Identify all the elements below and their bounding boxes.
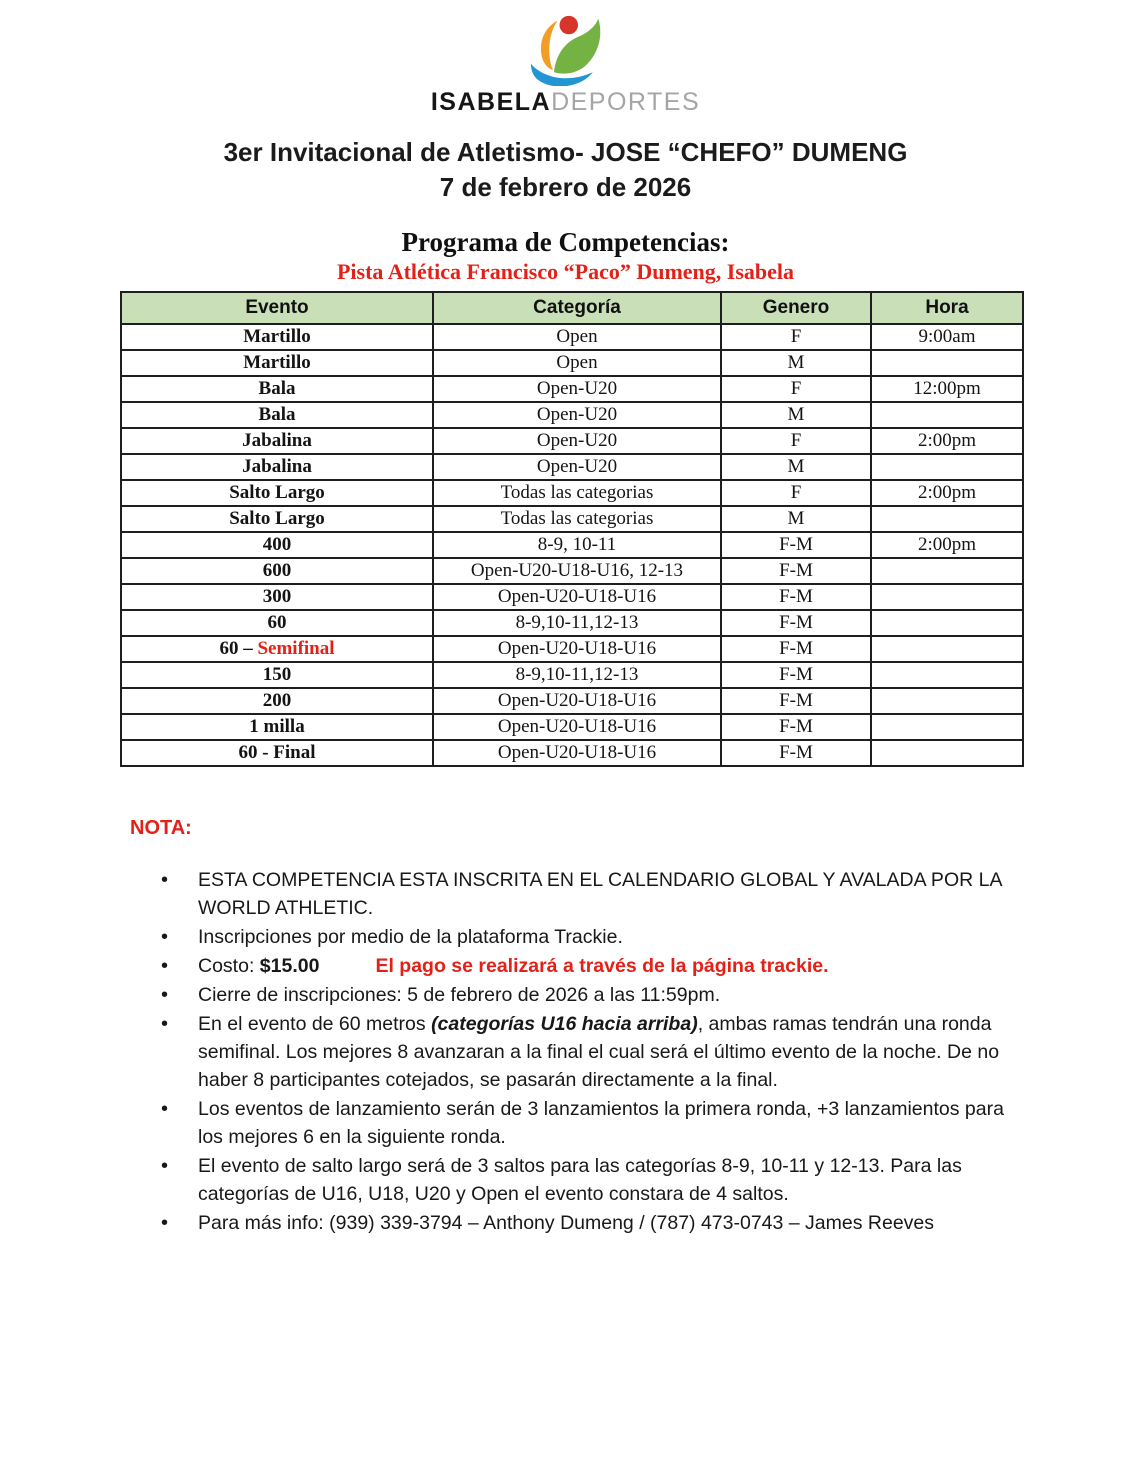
- bullet-icon: •: [161, 1013, 169, 1035]
- categoria-cell: Open: [433, 324, 721, 350]
- hora-cell: [871, 610, 1023, 636]
- categoria-cell: Open-U20: [433, 376, 721, 402]
- note-item: [158, 1095, 1016, 1151]
- genero-cell: F-M: [721, 532, 871, 558]
- evento-cell: 60 - Final: [121, 740, 433, 766]
- table-header-row: [121, 292, 1023, 324]
- note-item: [158, 981, 1016, 1009]
- genero-cell: F-M: [721, 662, 871, 688]
- event-title: [0, 135, 1131, 205]
- table-row: [121, 714, 1023, 740]
- categoria-cell: Todas las categorias: [433, 506, 721, 532]
- genero-cell: M: [721, 350, 871, 376]
- table-row: [121, 532, 1023, 558]
- evento-cell: Salto Largo: [121, 480, 433, 506]
- note-text: ESTA COMPETENCIA ESTA INSCRITA EN EL CALENDARIO GLOBAL Y AVALADA POR LA WORLD ATHLETIC.: [198, 869, 1002, 919]
- hora-cell: 12:00pm: [871, 376, 1023, 402]
- hora-cell: 2:00pm: [871, 532, 1023, 558]
- note-item: [158, 1010, 1016, 1094]
- hora-cell: [871, 662, 1023, 688]
- bullet-icon: •: [161, 1155, 169, 1177]
- categoria-cell: Open-U20-U18-U16: [433, 714, 721, 740]
- hora-cell: [871, 740, 1023, 766]
- evento-cell: 200: [121, 688, 433, 714]
- categoria-cell: Open-U20-U18-U16: [433, 636, 721, 662]
- evento-cell: Jabalina: [121, 428, 433, 454]
- hora-cell: 9:00am: [871, 324, 1023, 350]
- genero-cell: M: [721, 402, 871, 428]
- note-text: Inscripciones por medio de la plataforma Trackie.: [198, 926, 623, 948]
- hora-cell: [871, 350, 1023, 376]
- categoria-cell: Open-U20-U18-U16, 12-13: [433, 558, 721, 584]
- col-header-evento: Evento: [121, 292, 433, 324]
- bullet-icon: •: [161, 984, 169, 1006]
- hora-cell: [871, 454, 1023, 480]
- nota-label: NOTA:: [130, 817, 192, 839]
- table-row: [121, 610, 1023, 636]
- note-text: Cierre de inscripciones: 5 de febrero de 2026 a las 11:59pm.: [198, 984, 721, 1006]
- note-text: El evento de salto largo será de 3 saltos para las categorías 8-9, 10-11 y 12-13. Para las categorías de U16, U18, U20 y Open el evento constara de 4 saltos.: [198, 1155, 962, 1205]
- evento-cell: 60 – Semifinal: [121, 636, 433, 662]
- categoria-cell: 8-9,10-11,12-13: [433, 662, 721, 688]
- note-text: Los eventos de lanzamiento serán de 3 lanzamientos la primera ronda, +3 lanzamientos para los mejores 6 en la siguiente ronda.: [198, 1098, 1004, 1148]
- col-header-categoria: Categoría: [433, 292, 721, 324]
- table-row: [121, 506, 1023, 532]
- note-segment-rb: El pago se realizará a través de la página trackie.: [375, 955, 829, 977]
- table-row: [121, 480, 1023, 506]
- note-text: En el evento de 60 metros (categorías U16 hacia arriba), ambas ramas tendrán una ronda semifinal. Los mejores 8 avanzaran a la final el cual será el último evento de la noche. De no haber 8 participantes cotejados, se pasarán directamente a la final.: [198, 1013, 1000, 1091]
- hora-cell: 2:00pm: [871, 480, 1023, 506]
- categoria-cell: Todas las categorias: [433, 480, 721, 506]
- note-text: Para más info: (939) 339-3794 – Anthony Dumeng / (787) 473-0743 – James Reeves: [198, 1212, 935, 1234]
- genero-cell: F-M: [721, 610, 871, 636]
- logo: [0, 0, 1131, 117]
- genero-cell: F: [721, 428, 871, 454]
- bullet-icon: •: [161, 1098, 169, 1120]
- hora-cell: [871, 558, 1023, 584]
- logo-head-dot: [559, 16, 577, 34]
- note-item: [158, 1209, 1016, 1237]
- genero-cell: F-M: [721, 636, 871, 662]
- evento-cell: Bala: [121, 376, 433, 402]
- table-row: [121, 428, 1023, 454]
- table-row: [121, 740, 1023, 766]
- col-header-genero: Genero: [721, 292, 871, 324]
- genero-cell: F-M: [721, 740, 871, 766]
- evento-cell: 600: [121, 558, 433, 584]
- table-row: [121, 402, 1023, 428]
- hora-cell: [871, 636, 1023, 662]
- schedule-table-body: [121, 324, 1023, 766]
- note-item: [158, 952, 1016, 980]
- logo-orange-arc: [540, 20, 557, 70]
- hora-cell: [871, 714, 1023, 740]
- evento-cell: Martillo: [121, 350, 433, 376]
- table-row: [121, 350, 1023, 376]
- genero-cell: F: [721, 376, 871, 402]
- categoria-cell: Open-U20: [433, 428, 721, 454]
- table-row: [121, 558, 1023, 584]
- isabela-deportes-logo-icon: [518, 14, 614, 86]
- bullet-icon: •: [161, 1212, 169, 1234]
- categoria-cell: Open-U20: [433, 454, 721, 480]
- table-row: [121, 636, 1023, 662]
- evento-cell: Salto Largo: [121, 506, 433, 532]
- note-segment-bi: (categorías U16 hacia arriba): [431, 1013, 698, 1035]
- hora-cell: [871, 584, 1023, 610]
- genero-cell: F-M: [721, 688, 871, 714]
- evento-cell: Bala: [121, 402, 433, 428]
- genero-cell: M: [721, 506, 871, 532]
- genero-cell: F: [721, 324, 871, 350]
- evento-cell: 60: [121, 610, 433, 636]
- event-title-line1: 3er Invitacional de Atletismo- JOSE “CHEFO” DUMENG: [223, 137, 908, 167]
- program-title: Programa de Competencias:: [401, 227, 730, 257]
- evento-cell: Jabalina: [121, 454, 433, 480]
- note-item: [158, 1152, 1016, 1208]
- genero-cell: M: [721, 454, 871, 480]
- evento-cell: Martillo: [121, 324, 433, 350]
- evento-cell: 1 milla: [121, 714, 433, 740]
- categoria-cell: Open-U20: [433, 402, 721, 428]
- logo-brand-light: DEPORTES: [551, 88, 701, 116]
- schedule-table: [120, 291, 1024, 767]
- table-row: [121, 324, 1023, 350]
- categoria-cell: 8-9,10-11,12-13: [433, 610, 721, 636]
- genero-cell: F: [721, 480, 871, 506]
- categoria-cell: Open-U20-U18-U16: [433, 584, 721, 610]
- table-row: [121, 376, 1023, 402]
- col-header-hora: Hora: [871, 292, 1023, 324]
- note-item: [158, 866, 1016, 922]
- categoria-cell: Open: [433, 350, 721, 376]
- venue-line: Pista Atlética Francisco “Paco” Dumeng, Isabela: [336, 259, 795, 284]
- bullet-icon: •: [161, 955, 169, 977]
- logo-brand-bold: ISABELA: [430, 88, 552, 116]
- categoria-cell: 8-9, 10-11: [433, 532, 721, 558]
- logo-wordmark: [0, 88, 1131, 117]
- event-date: 7 de febrero de 2026: [439, 172, 692, 202]
- table-row: [121, 662, 1023, 688]
- notes-list: [158, 866, 1016, 1237]
- table-row: [121, 688, 1023, 714]
- evento-cell: 400: [121, 532, 433, 558]
- bullet-icon: •: [161, 926, 169, 948]
- hora-cell: 2:00pm: [871, 428, 1023, 454]
- hora-cell: [871, 688, 1023, 714]
- genero-cell: F-M: [721, 714, 871, 740]
- note-item: [158, 923, 1016, 951]
- table-row: [121, 454, 1023, 480]
- evento-cell: 300: [121, 584, 433, 610]
- genero-cell: F-M: [721, 558, 871, 584]
- genero-cell: F-M: [721, 584, 871, 610]
- evento-cell: 150: [121, 662, 433, 688]
- bullet-icon: •: [161, 869, 169, 891]
- hora-cell: [871, 402, 1023, 428]
- categoria-cell: Open-U20-U18-U16: [433, 688, 721, 714]
- note-segment-b: $15.00: [259, 955, 320, 977]
- note-text: Costo: $15.00 El pago se realizará a través de la página trackie.: [198, 955, 829, 977]
- evento-highlight: Semifinal: [257, 638, 335, 659]
- table-row: [121, 584, 1023, 610]
- hora-cell: [871, 506, 1023, 532]
- categoria-cell: Open-U20-U18-U16: [433, 740, 721, 766]
